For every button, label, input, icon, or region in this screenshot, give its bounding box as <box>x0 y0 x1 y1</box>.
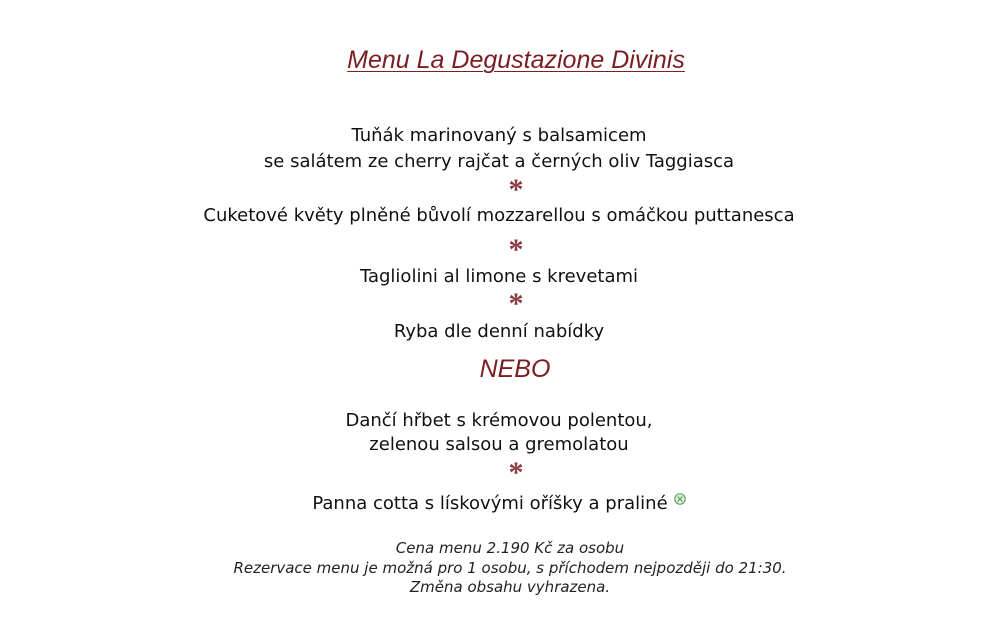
alternative-label: NEBO <box>479 355 551 383</box>
course-separator: * <box>508 287 524 320</box>
alternative-course-line-1: Dančí hřbet s krémovou polentou, <box>345 410 653 431</box>
price-note: Cena menu 2.190 Kč za osobu <box>395 539 625 557</box>
course-separator: * <box>508 456 524 489</box>
reservation-note: Rezervace menu je možná pro 1 osobu, s příchodem nejpozději do 21:30. <box>233 559 787 577</box>
course-1-line-1: Tuňák marinovaný s balsamicem <box>351 125 647 146</box>
disclaimer-note: Změna obsahu vyhrazena. <box>409 578 611 596</box>
dessert-line <box>0 488 992 516</box>
course-separator: * <box>508 233 524 266</box>
leaf-badge-icon <box>674 488 686 500</box>
alternative-course-line-2: zelenou salsou a gremolatou <box>369 434 629 455</box>
course-separator: * <box>508 173 524 206</box>
menu-title: Menu La Degustazione Divinis <box>347 46 685 74</box>
course-3-line-1: Tagliolini al limone s krevetami <box>359 266 639 287</box>
course-2-line-1: Cuketové květy plněné bůvolí mozzarellou s omáčkou puttanesca <box>203 205 795 226</box>
course-4-line-1: Ryba dle denní nabídky <box>393 321 605 342</box>
course-1-line-2: se salátem ze cherry rajčat a černých oliv Taggiasca <box>263 151 735 172</box>
dessert-label: Panna cotta s lískovými oříšky a praliné <box>312 493 668 514</box>
